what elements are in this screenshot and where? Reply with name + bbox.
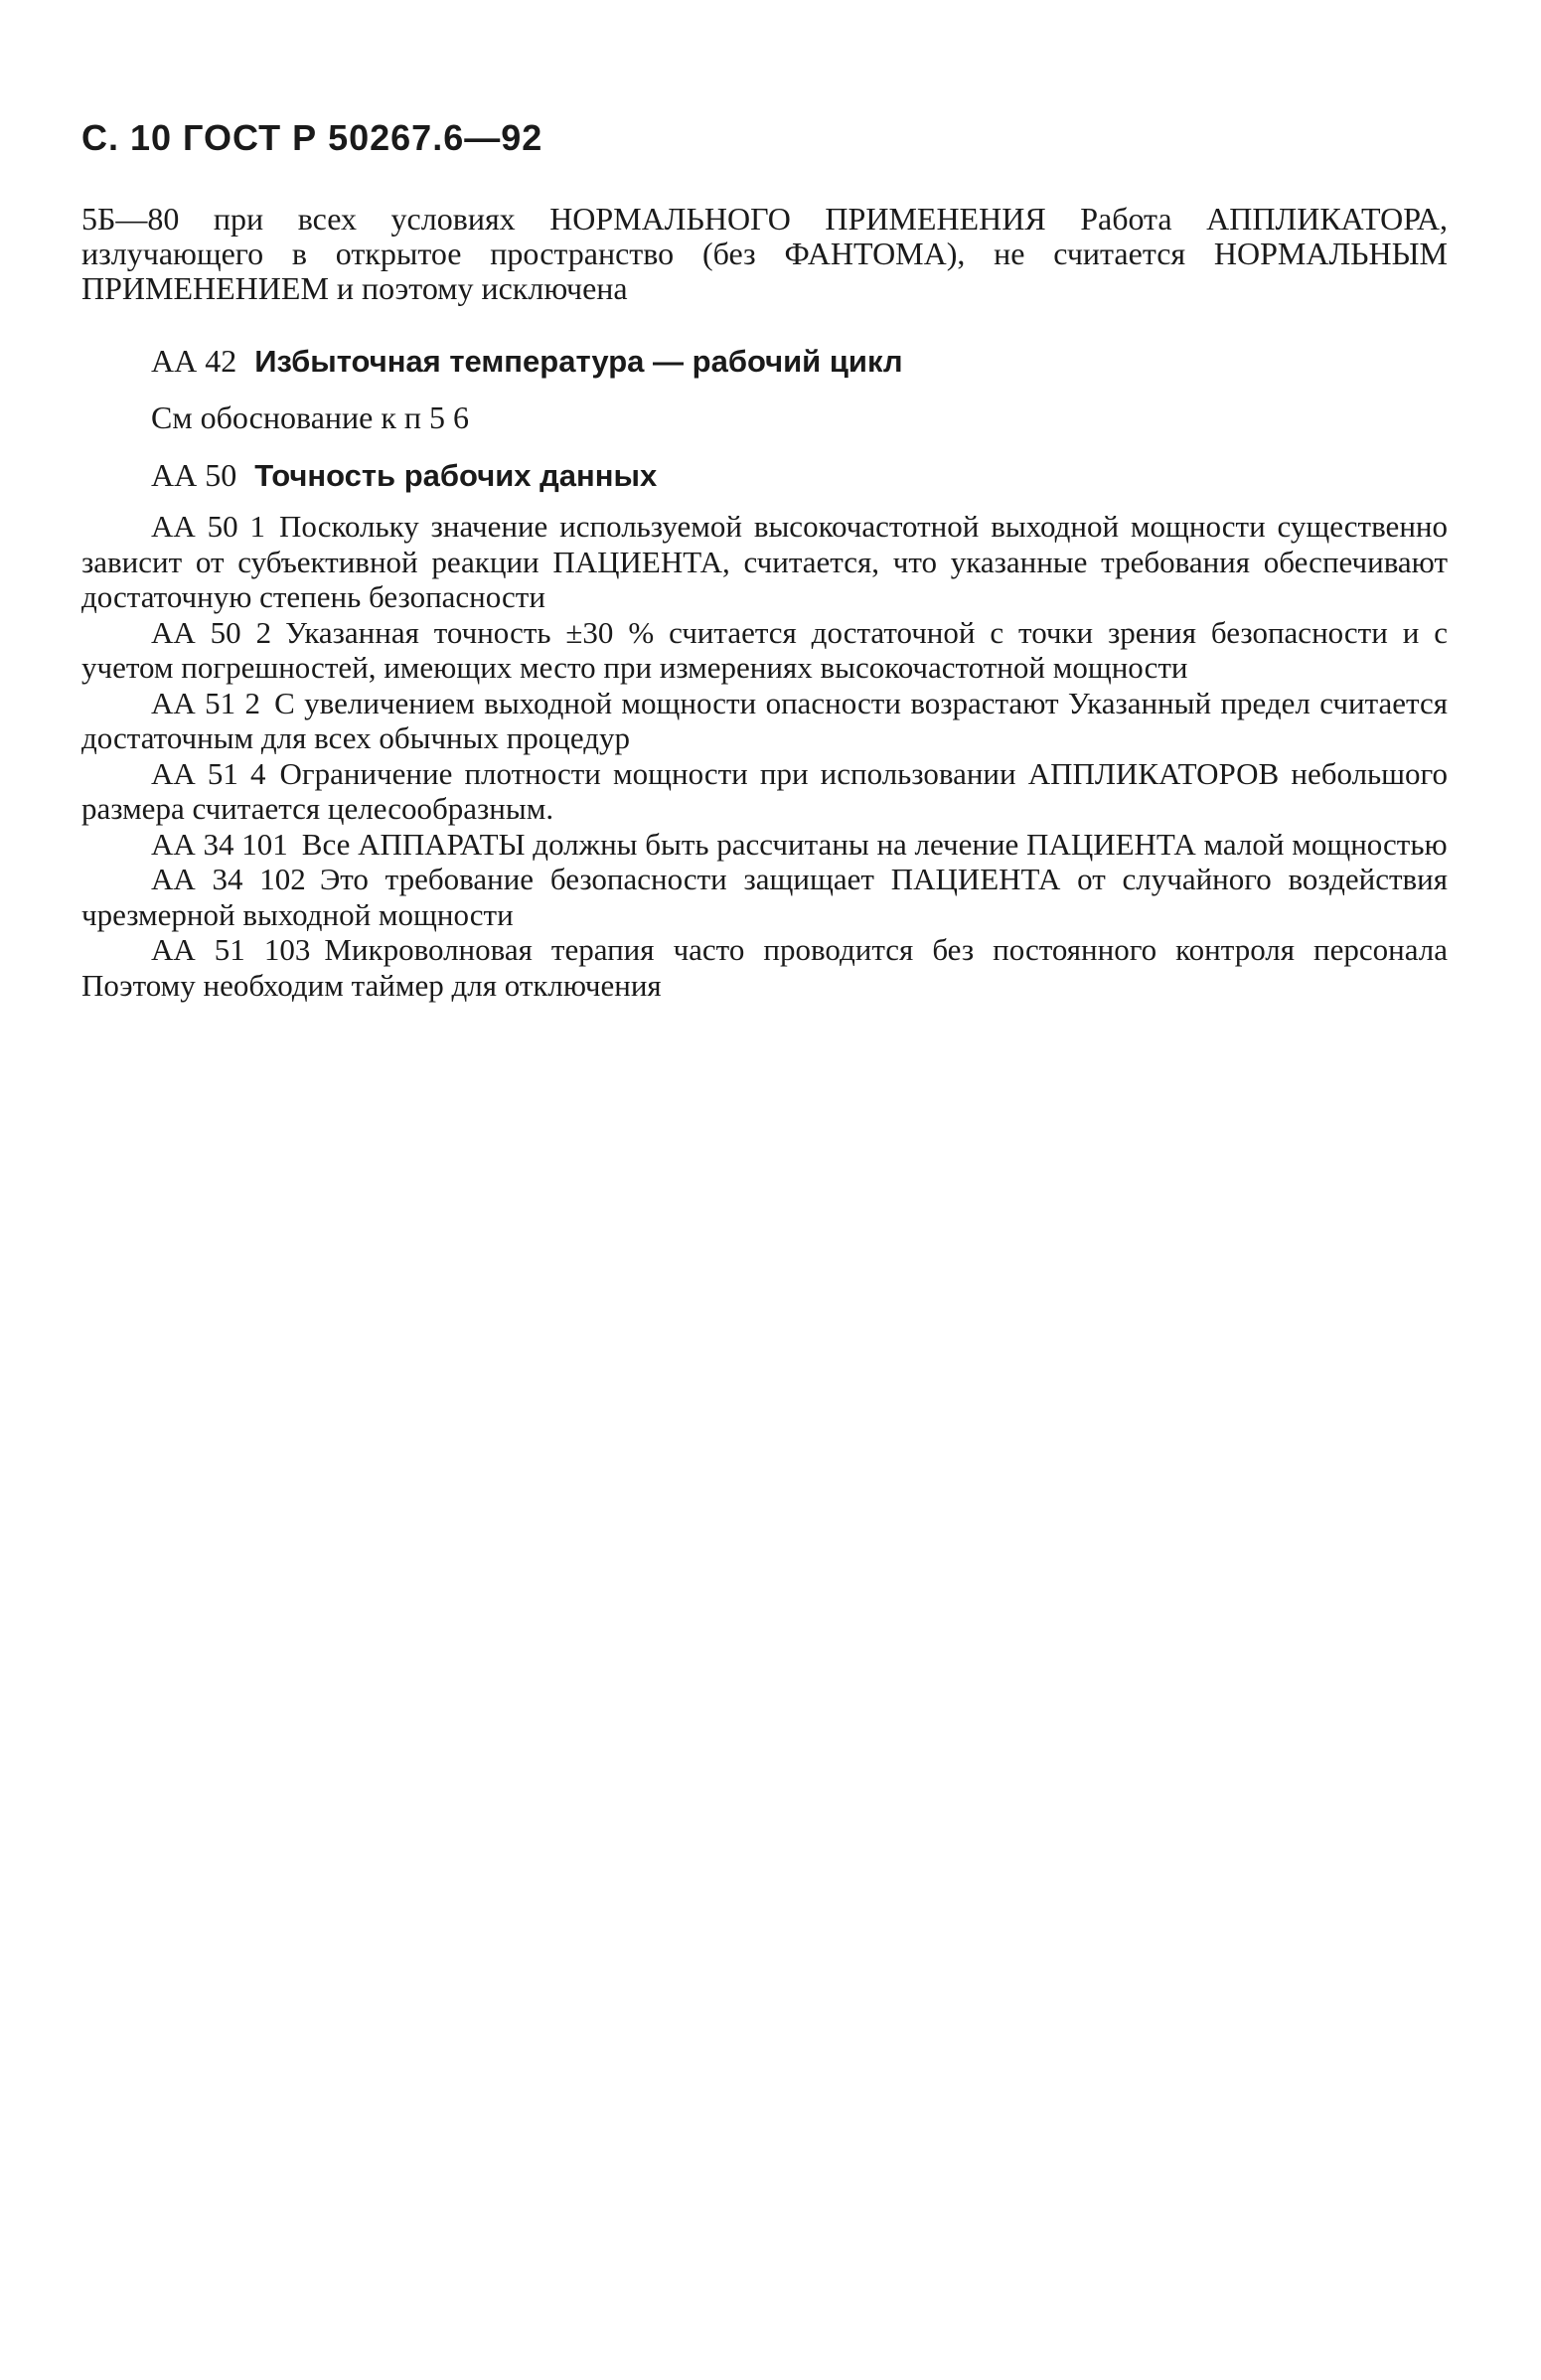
clause-text: Микроволновая терапия часто проводится без постоянного контроля персонала Поэтому необходим таймер для отключения bbox=[81, 932, 1449, 1003]
section-title: Точность рабочих данных bbox=[254, 458, 658, 493]
clause-item bbox=[81, 756, 1448, 827]
clause-number: АА 50 2 bbox=[151, 614, 272, 650]
page-header: С. 10 ГОСТ Р 50267.6—92 bbox=[81, 117, 543, 158]
section-heading-aa42 bbox=[151, 343, 903, 380]
section-title: Избыточная температура — рабочий цикл bbox=[254, 344, 903, 379]
clause-text: Все АППАРАТЫ должны быть рассчитаны на лечение ПАЦИЕНТА малой мощностью bbox=[301, 826, 1448, 862]
clause-item bbox=[81, 827, 1448, 863]
clause-number: АА 51 2 bbox=[151, 685, 261, 720]
clause-number: АА 34 101 bbox=[151, 826, 288, 862]
section-heading-aa50 bbox=[151, 457, 657, 494]
section-number: АА 50 bbox=[151, 457, 237, 493]
clause-number: АА 34 102 bbox=[151, 862, 306, 896]
intro-paragraph: 5Б—80 при всех условиях НОРМАЛЬНОГО ПРИМЕНЕНИЯ Работа АППЛИКАТОРА, излучающего в открытое пространство (без ФАНТОМА), не считается НОРМАЛЬНЫМ ПРИМЕНЕНИЕМ и поэтому исключена bbox=[81, 201, 1448, 306]
clause-item bbox=[81, 862, 1448, 932]
clause-item bbox=[81, 686, 1448, 756]
clause-item bbox=[81, 932, 1448, 1003]
clause-number: АА 51 4 bbox=[151, 755, 266, 791]
clause-number: АА 51 103 bbox=[151, 932, 311, 967]
clause-list bbox=[81, 509, 1448, 1003]
section-note: См обоснование к п 5 6 bbox=[151, 399, 470, 435]
clause-item bbox=[81, 509, 1448, 615]
section-number: АА 42 bbox=[151, 343, 237, 379]
clause-text: Указанная точность ±30 % считается достаточной с точки зрения безопасности и с учетом погрешностей, имеющих место при измерениях высокочастотной мощности bbox=[81, 614, 1448, 685]
clause-text: С увеличением выходной мощности опасности возрастают Указанный предел считается достаточным для всех обычных процедур bbox=[81, 685, 1448, 755]
clause-item bbox=[81, 615, 1448, 686]
clause-number: АА 50 1 bbox=[151, 509, 266, 544]
clause-text: Это требование безопасности защищает ПАЦИЕНТА от случайного воздействия чрезмерной выходной мощности bbox=[81, 862, 1448, 932]
clause-text: Поскольку значение используемой высокочастотной выходной мощности существенно зависит от субъективной реакции ПАЦИЕНТА, считается, что указанные требования обеспечивают достаточную степень безопасности bbox=[81, 509, 1448, 614]
clause-text: Ограничение плотности мощности при использовании АППЛИКАТОРОВ небольшого размера считается целесообразным. bbox=[81, 755, 1448, 826]
